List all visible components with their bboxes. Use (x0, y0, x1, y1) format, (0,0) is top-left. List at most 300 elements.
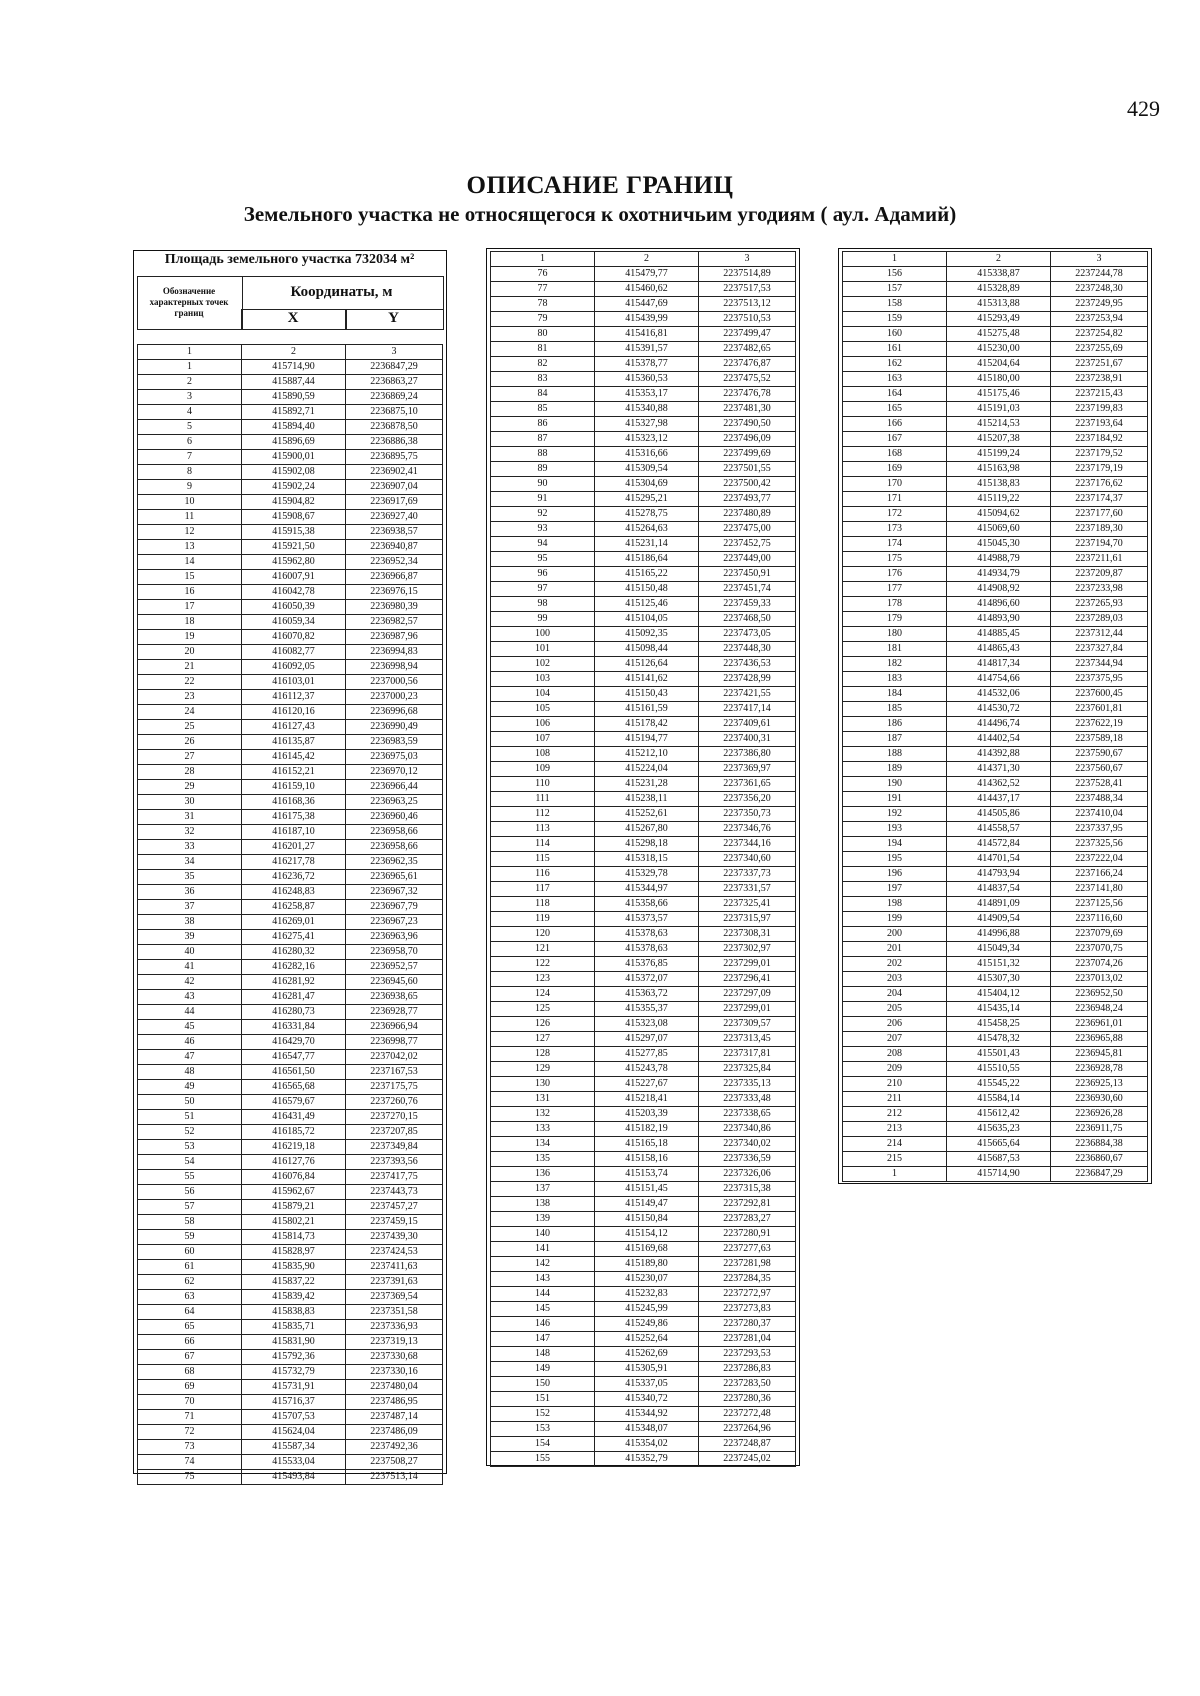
point-number-cell: 212 (843, 1107, 947, 1122)
x-coord-cell: 415908,67 (242, 510, 346, 525)
point-number-cell: 67 (138, 1350, 242, 1365)
table-row (491, 927, 796, 942)
point-number-cell: 78 (491, 297, 595, 312)
y-coord-cell: 2237325,56 (1051, 837, 1148, 852)
table-row (843, 702, 1148, 717)
point-number-cell: 34 (138, 855, 242, 870)
point-number-cell: 168 (843, 447, 947, 462)
table-row (843, 267, 1148, 282)
y-coord-cell: 2237281,98 (699, 1257, 796, 1272)
x-coord-cell: 415510,55 (947, 1062, 1051, 1077)
point-number-cell: 125 (491, 1002, 595, 1017)
x-coord-cell: 416042,78 (242, 585, 346, 600)
y-coord-cell: 2236967,23 (346, 915, 443, 930)
table-row (843, 582, 1148, 597)
x-coord-cell: 414572,84 (947, 837, 1051, 852)
x-coord-cell: 415293,49 (947, 312, 1051, 327)
point-number-cell: 118 (491, 897, 595, 912)
point-number-cell: 100 (491, 627, 595, 642)
x-coord-cell: 415313,88 (947, 297, 1051, 312)
table-row (138, 1155, 443, 1170)
table-row (491, 327, 796, 342)
y-coord-cell: 2237473,05 (699, 627, 796, 642)
table-row (491, 1392, 796, 1407)
x-coord-cell: 415161,59 (595, 702, 699, 717)
y-coord-cell: 2236926,28 (1051, 1107, 1148, 1122)
y-coord-cell: 2237356,20 (699, 792, 796, 807)
point-number-cell: 112 (491, 807, 595, 822)
y-coord-cell: 2237361,65 (699, 777, 796, 792)
y-coord-cell: 2237299,01 (699, 1002, 796, 1017)
point-number-cell: 190 (843, 777, 947, 792)
y-coord-cell: 2237292,81 (699, 1197, 796, 1212)
x-coord-cell: 415338,87 (947, 267, 1051, 282)
x-coord-cell: 415178,42 (595, 717, 699, 732)
table-row (138, 1350, 443, 1365)
x-coord-cell: 415150,43 (595, 687, 699, 702)
table-row (491, 822, 796, 837)
y-coord-cell: 2237449,00 (699, 552, 796, 567)
table-row (843, 297, 1148, 312)
point-number-cell: 10 (138, 495, 242, 510)
y-coord-cell: 2237070,75 (1051, 942, 1148, 957)
table-row (138, 630, 443, 645)
point-number-cell: 201 (843, 942, 947, 957)
x-coord-cell: 416248,83 (242, 885, 346, 900)
x-coord-cell: 415391,57 (595, 342, 699, 357)
table-row (138, 540, 443, 555)
x-coord-cell: 415125,46 (595, 597, 699, 612)
table-row (138, 975, 443, 990)
table-row (843, 1077, 1148, 1092)
x-coord-cell: 415493,84 (242, 1470, 346, 1485)
point-number-cell: 24 (138, 705, 242, 720)
x-coord-cell: 415915,38 (242, 525, 346, 540)
point-number-cell: 19 (138, 630, 242, 645)
y-coord-cell: 2237327,84 (1051, 642, 1148, 657)
point-number-cell: 72 (138, 1425, 242, 1440)
table-row (138, 495, 443, 510)
point-number-cell: 27 (138, 750, 242, 765)
x-coord-cell: 415378,63 (595, 942, 699, 957)
y-coord-cell: 2237492,36 (346, 1440, 443, 1455)
point-number-cell: 154 (491, 1437, 595, 1452)
y-coord-cell: 2236863,27 (346, 375, 443, 390)
point-number-cell: 1 (843, 252, 947, 267)
y-coord-cell: 2236884,38 (1051, 1137, 1148, 1152)
x-coord-cell: 414885,45 (947, 627, 1051, 642)
point-number-cell: 3 (138, 390, 242, 405)
point-number-cell: 81 (491, 342, 595, 357)
x-coord-cell: 415243,78 (595, 1062, 699, 1077)
x-coord-cell: 416217,78 (242, 855, 346, 870)
y-coord-cell: 2237079,69 (1051, 927, 1148, 942)
y-coord-cell: 2237514,89 (699, 267, 796, 282)
y-coord-cell: 2237222,04 (1051, 852, 1148, 867)
point-number-cell: 123 (491, 972, 595, 987)
table-row (843, 792, 1148, 807)
y-coord-cell: 2237331,57 (699, 882, 796, 897)
table-row (843, 1062, 1148, 1077)
x-coord-cell: 415835,90 (242, 1260, 346, 1275)
point-number-cell: 41 (138, 960, 242, 975)
table-row (491, 1407, 796, 1422)
y-coord-cell: 2236962,35 (346, 855, 443, 870)
point-number-cell: 157 (843, 282, 947, 297)
table-row (138, 780, 443, 795)
table-row (138, 765, 443, 780)
table-row (843, 807, 1148, 822)
y-coord-cell: 2237488,34 (1051, 792, 1148, 807)
y-coord-cell: 2237280,36 (699, 1392, 796, 1407)
y-coord-cell: 2237480,04 (346, 1380, 443, 1395)
x-coord-cell: 415894,40 (242, 420, 346, 435)
point-number-cell: 51 (138, 1110, 242, 1125)
x-coord-cell: 415307,30 (947, 972, 1051, 987)
x-coord-cell: 415165,22 (595, 567, 699, 582)
point-number-cell: 63 (138, 1290, 242, 1305)
y-coord-cell: 2236860,67 (1051, 1152, 1148, 1167)
y-coord-cell: 2237436,53 (699, 657, 796, 672)
x-coord-cell: 415837,22 (242, 1275, 346, 1290)
point-number-cell: 84 (491, 387, 595, 402)
y-coord-cell: 2236965,88 (1051, 1032, 1148, 1047)
y-coord-cell: 2236998,77 (346, 1035, 443, 1050)
point-number-cell: 111 (491, 792, 595, 807)
point-number-cell: 2 (138, 375, 242, 390)
table-row (843, 1092, 1148, 1107)
y-coord-cell: 2237277,63 (699, 1242, 796, 1257)
table-row (138, 1140, 443, 1155)
x-coord-cell: 415199,24 (947, 447, 1051, 462)
point-number-cell: 195 (843, 852, 947, 867)
y-coord-cell: 2237248,87 (699, 1437, 796, 1452)
y-coord-cell: 2237255,69 (1051, 342, 1148, 357)
point-number-cell: 25 (138, 720, 242, 735)
document-title: ОПИСАНИЕ ГРАНИЦ (466, 172, 734, 199)
point-number-cell: 163 (843, 372, 947, 387)
x-coord-cell: 414530,72 (947, 702, 1051, 717)
point-number-cell: 44 (138, 1005, 242, 1020)
y-coord-cell: 2236907,04 (346, 480, 443, 495)
table-row (138, 615, 443, 630)
point-number-cell: 71 (138, 1410, 242, 1425)
point-number-cell: 96 (491, 567, 595, 582)
point-number-cell: 152 (491, 1407, 595, 1422)
table-row (843, 1167, 1148, 1182)
x-coord-cell: 415545,22 (947, 1077, 1051, 1092)
table-row (138, 1005, 443, 1020)
table-row (138, 1335, 443, 1350)
y-coord-cell: 2237400,31 (699, 732, 796, 747)
table-row (491, 702, 796, 717)
point-number-cell: 136 (491, 1167, 595, 1182)
table-row (491, 387, 796, 402)
point-number-cell: 76 (491, 267, 595, 282)
table-row (843, 507, 1148, 522)
table-row (843, 492, 1148, 507)
point-number-cell: 102 (491, 657, 595, 672)
table-row (491, 432, 796, 447)
y-coord-cell: 2237248,30 (1051, 282, 1148, 297)
x-coord-cell: 415203,39 (595, 1107, 699, 1122)
point-number-cell: 213 (843, 1122, 947, 1137)
x-coord-cell: 415879,21 (242, 1200, 346, 1215)
point-number-cell: 205 (843, 1002, 947, 1017)
y-coord-cell: 2237344,94 (1051, 657, 1148, 672)
table-row (843, 552, 1148, 567)
point-number-cell: 165 (843, 402, 947, 417)
table-row (843, 537, 1148, 552)
y-coord-cell: 2237340,02 (699, 1137, 796, 1152)
table-row (843, 1122, 1148, 1137)
point-number-cell: 160 (843, 327, 947, 342)
column-number-row (138, 345, 443, 360)
x-coord-cell: 415169,68 (595, 1242, 699, 1257)
table-row (138, 1275, 443, 1290)
table-row (491, 627, 796, 642)
table-row (491, 402, 796, 417)
y-coord-cell: 2237448,30 (699, 642, 796, 657)
point-number-cell: 200 (843, 927, 947, 942)
y-coord-cell: 2237517,53 (699, 282, 796, 297)
table-row (491, 687, 796, 702)
y-coord-cell: 2237280,37 (699, 1317, 796, 1332)
point-number-cell: 98 (491, 597, 595, 612)
x-coord-cell: 415354,02 (595, 1437, 699, 1452)
x-coord-cell: 2 (242, 345, 346, 360)
table-row (138, 1095, 443, 1110)
point-number-cell: 113 (491, 822, 595, 837)
y-coord-cell: 2237215,43 (1051, 387, 1148, 402)
table-row (843, 402, 1148, 417)
table-row (491, 672, 796, 687)
table-row (491, 1002, 796, 1017)
table-row (491, 1257, 796, 1272)
table-row (138, 1455, 443, 1470)
point-number-cell: 92 (491, 507, 595, 522)
point-number-cell: 148 (491, 1347, 595, 1362)
table-row (843, 942, 1148, 957)
point-number-cell: 77 (491, 282, 595, 297)
y-coord-cell: 2237308,31 (699, 927, 796, 942)
point-number-cell: 73 (138, 1440, 242, 1455)
point-number-cell: 50 (138, 1095, 242, 1110)
point-number-cell: 193 (843, 822, 947, 837)
y-coord-cell: 2237336,93 (346, 1320, 443, 1335)
y-coord-cell: 2237346,76 (699, 822, 796, 837)
point-number-cell: 35 (138, 870, 242, 885)
y-coord-cell: 2236928,77 (346, 1005, 443, 1020)
table-row (138, 1440, 443, 1455)
table-row (138, 1245, 443, 1260)
y-coord-cell: 2237337,73 (699, 867, 796, 882)
y-coord-cell: 2237375,95 (1051, 672, 1148, 687)
y-coord-cell: 2236958,66 (346, 825, 443, 840)
x-coord-cell: 415069,60 (947, 522, 1051, 537)
x-coord-cell: 414437,17 (947, 792, 1051, 807)
table-row (138, 405, 443, 420)
table-row (138, 840, 443, 855)
point-number-cell: 31 (138, 810, 242, 825)
y-coord-cell: 2236886,38 (346, 435, 443, 450)
table-row (138, 855, 443, 870)
y-coord-cell: 2237500,42 (699, 477, 796, 492)
table-row (138, 1410, 443, 1425)
table-row (843, 372, 1148, 387)
point-number-cell: 91 (491, 492, 595, 507)
y-coord-cell: 2237340,86 (699, 1122, 796, 1137)
y-coord-cell: 2237174,37 (1051, 492, 1148, 507)
point-number-cell: 94 (491, 537, 595, 552)
y-coord-cell: 2236952,57 (346, 960, 443, 975)
table-row (138, 1320, 443, 1335)
x-coord-cell: 415092,35 (595, 627, 699, 642)
point-number-cell: 52 (138, 1125, 242, 1140)
x-coord-cell: 416219,18 (242, 1140, 346, 1155)
y-coord-cell: 2237393,56 (346, 1155, 443, 1170)
table-row (843, 1002, 1148, 1017)
point-number-cell: 43 (138, 990, 242, 1005)
x-coord-cell: 415348,07 (595, 1422, 699, 1437)
y-coord-cell: 2237590,67 (1051, 747, 1148, 762)
point-number-cell: 177 (843, 582, 947, 597)
table-row (138, 600, 443, 615)
y-coord-cell: 2237450,91 (699, 567, 796, 582)
x-coord-cell: 415344,92 (595, 1407, 699, 1422)
point-number-cell: 192 (843, 807, 947, 822)
y-coord-cell: 2237338,65 (699, 1107, 796, 1122)
point-number-cell: 140 (491, 1227, 595, 1242)
point-number-cell: 162 (843, 357, 947, 372)
point-number-cell: 116 (491, 867, 595, 882)
y-coord-cell: 2237493,77 (699, 492, 796, 507)
table-row (491, 987, 796, 1002)
x-coord-cell: 415838,83 (242, 1305, 346, 1320)
y-coord-cell: 2237409,61 (699, 717, 796, 732)
point-number-cell: 211 (843, 1092, 947, 1107)
point-number-cell: 95 (491, 552, 595, 567)
y-coord-cell: 2237417,14 (699, 702, 796, 717)
table-row (138, 690, 443, 705)
y-coord-cell: 2236938,65 (346, 990, 443, 1005)
y-coord-cell: 2236966,94 (346, 1020, 443, 1035)
x-coord-cell: 415814,73 (242, 1230, 346, 1245)
table-row (138, 930, 443, 945)
y-coord-cell: 2237490,50 (699, 417, 796, 432)
x-coord-cell: 414496,74 (947, 717, 1051, 732)
y-coord-cell: 2237391,63 (346, 1275, 443, 1290)
x-coord-cell: 416070,82 (242, 630, 346, 645)
x-coord-cell: 415214,53 (947, 417, 1051, 432)
y-coord-cell: 2237451,74 (699, 582, 796, 597)
x-coord-cell: 415151,45 (595, 1182, 699, 1197)
point-number-cell: 134 (491, 1137, 595, 1152)
x-coord-cell: 2 (595, 252, 699, 267)
point-number-cell: 175 (843, 552, 947, 567)
x-coord-cell: 415231,28 (595, 777, 699, 792)
table-row (843, 312, 1148, 327)
table-row (138, 1050, 443, 1065)
table-row (491, 897, 796, 912)
y-coord-cell: 2236945,81 (1051, 1047, 1148, 1062)
column-number-row (491, 252, 796, 267)
table-row (843, 1047, 1148, 1062)
y-coord-cell: 2237167,53 (346, 1065, 443, 1080)
table-row (491, 732, 796, 747)
x-coord-cell: 415835,71 (242, 1320, 346, 1335)
table-row (843, 477, 1148, 492)
point-number-cell: 39 (138, 930, 242, 945)
x-coord-cell: 415732,79 (242, 1365, 346, 1380)
table-row (491, 1317, 796, 1332)
table-row (843, 1152, 1148, 1167)
x-coord-cell: 415839,42 (242, 1290, 346, 1305)
x-coord-cell: 415252,61 (595, 807, 699, 822)
table-row (491, 867, 796, 882)
point-number-cell: 185 (843, 702, 947, 717)
point-number-cell: 204 (843, 987, 947, 1002)
point-number-cell: 8 (138, 465, 242, 480)
point-number-cell: 97 (491, 582, 595, 597)
point-number-cell: 54 (138, 1155, 242, 1170)
table-row (138, 960, 443, 975)
table-row (491, 912, 796, 927)
point-number-cell: 183 (843, 672, 947, 687)
point-number-cell: 126 (491, 1017, 595, 1032)
table-row (138, 435, 443, 450)
y-coord-cell: 2237176,62 (1051, 477, 1148, 492)
y-coord-cell: 2237459,15 (346, 1215, 443, 1230)
x-coord-cell: 414817,34 (947, 657, 1051, 672)
y-coord-cell: 2237480,89 (699, 507, 796, 522)
point-number-cell: 7 (138, 450, 242, 465)
table-row (491, 1122, 796, 1137)
table-row (138, 1125, 443, 1140)
point-number-cell: 87 (491, 432, 595, 447)
table-row (138, 555, 443, 570)
x-coord-cell: 415045,30 (947, 537, 1051, 552)
table-row (491, 1422, 796, 1437)
table-row (138, 570, 443, 585)
y-coord-cell: 2237125,56 (1051, 897, 1148, 912)
y-coord-cell: 2236948,24 (1051, 1002, 1148, 1017)
table-row (843, 642, 1148, 657)
y-coord-cell: 2237476,78 (699, 387, 796, 402)
table-row (138, 465, 443, 480)
point-number-cell: 208 (843, 1047, 947, 1062)
table-row (138, 750, 443, 765)
point-number-cell: 133 (491, 1122, 595, 1137)
point-number-cell: 142 (491, 1257, 595, 1272)
y-coord-cell: 2236983,59 (346, 735, 443, 750)
point-number-cell: 198 (843, 897, 947, 912)
point-number-cell: 40 (138, 945, 242, 960)
table-row (138, 870, 443, 885)
y-coord-cell: 2237199,83 (1051, 402, 1148, 417)
point-number-cell: 130 (491, 1077, 595, 1092)
y-coord-cell: 2236970,12 (346, 765, 443, 780)
x-coord-cell: 416269,01 (242, 915, 346, 930)
point-number-cell: 58 (138, 1215, 242, 1230)
point-number-cell: 70 (138, 1395, 242, 1410)
x-coord-cell: 415363,72 (595, 987, 699, 1002)
y-coord-cell: 2237260,76 (346, 1095, 443, 1110)
point-number-cell: 57 (138, 1200, 242, 1215)
x-coord-cell: 415212,10 (595, 747, 699, 762)
y-coord-cell: 2237000,56 (346, 675, 443, 690)
point-number-cell: 145 (491, 1302, 595, 1317)
